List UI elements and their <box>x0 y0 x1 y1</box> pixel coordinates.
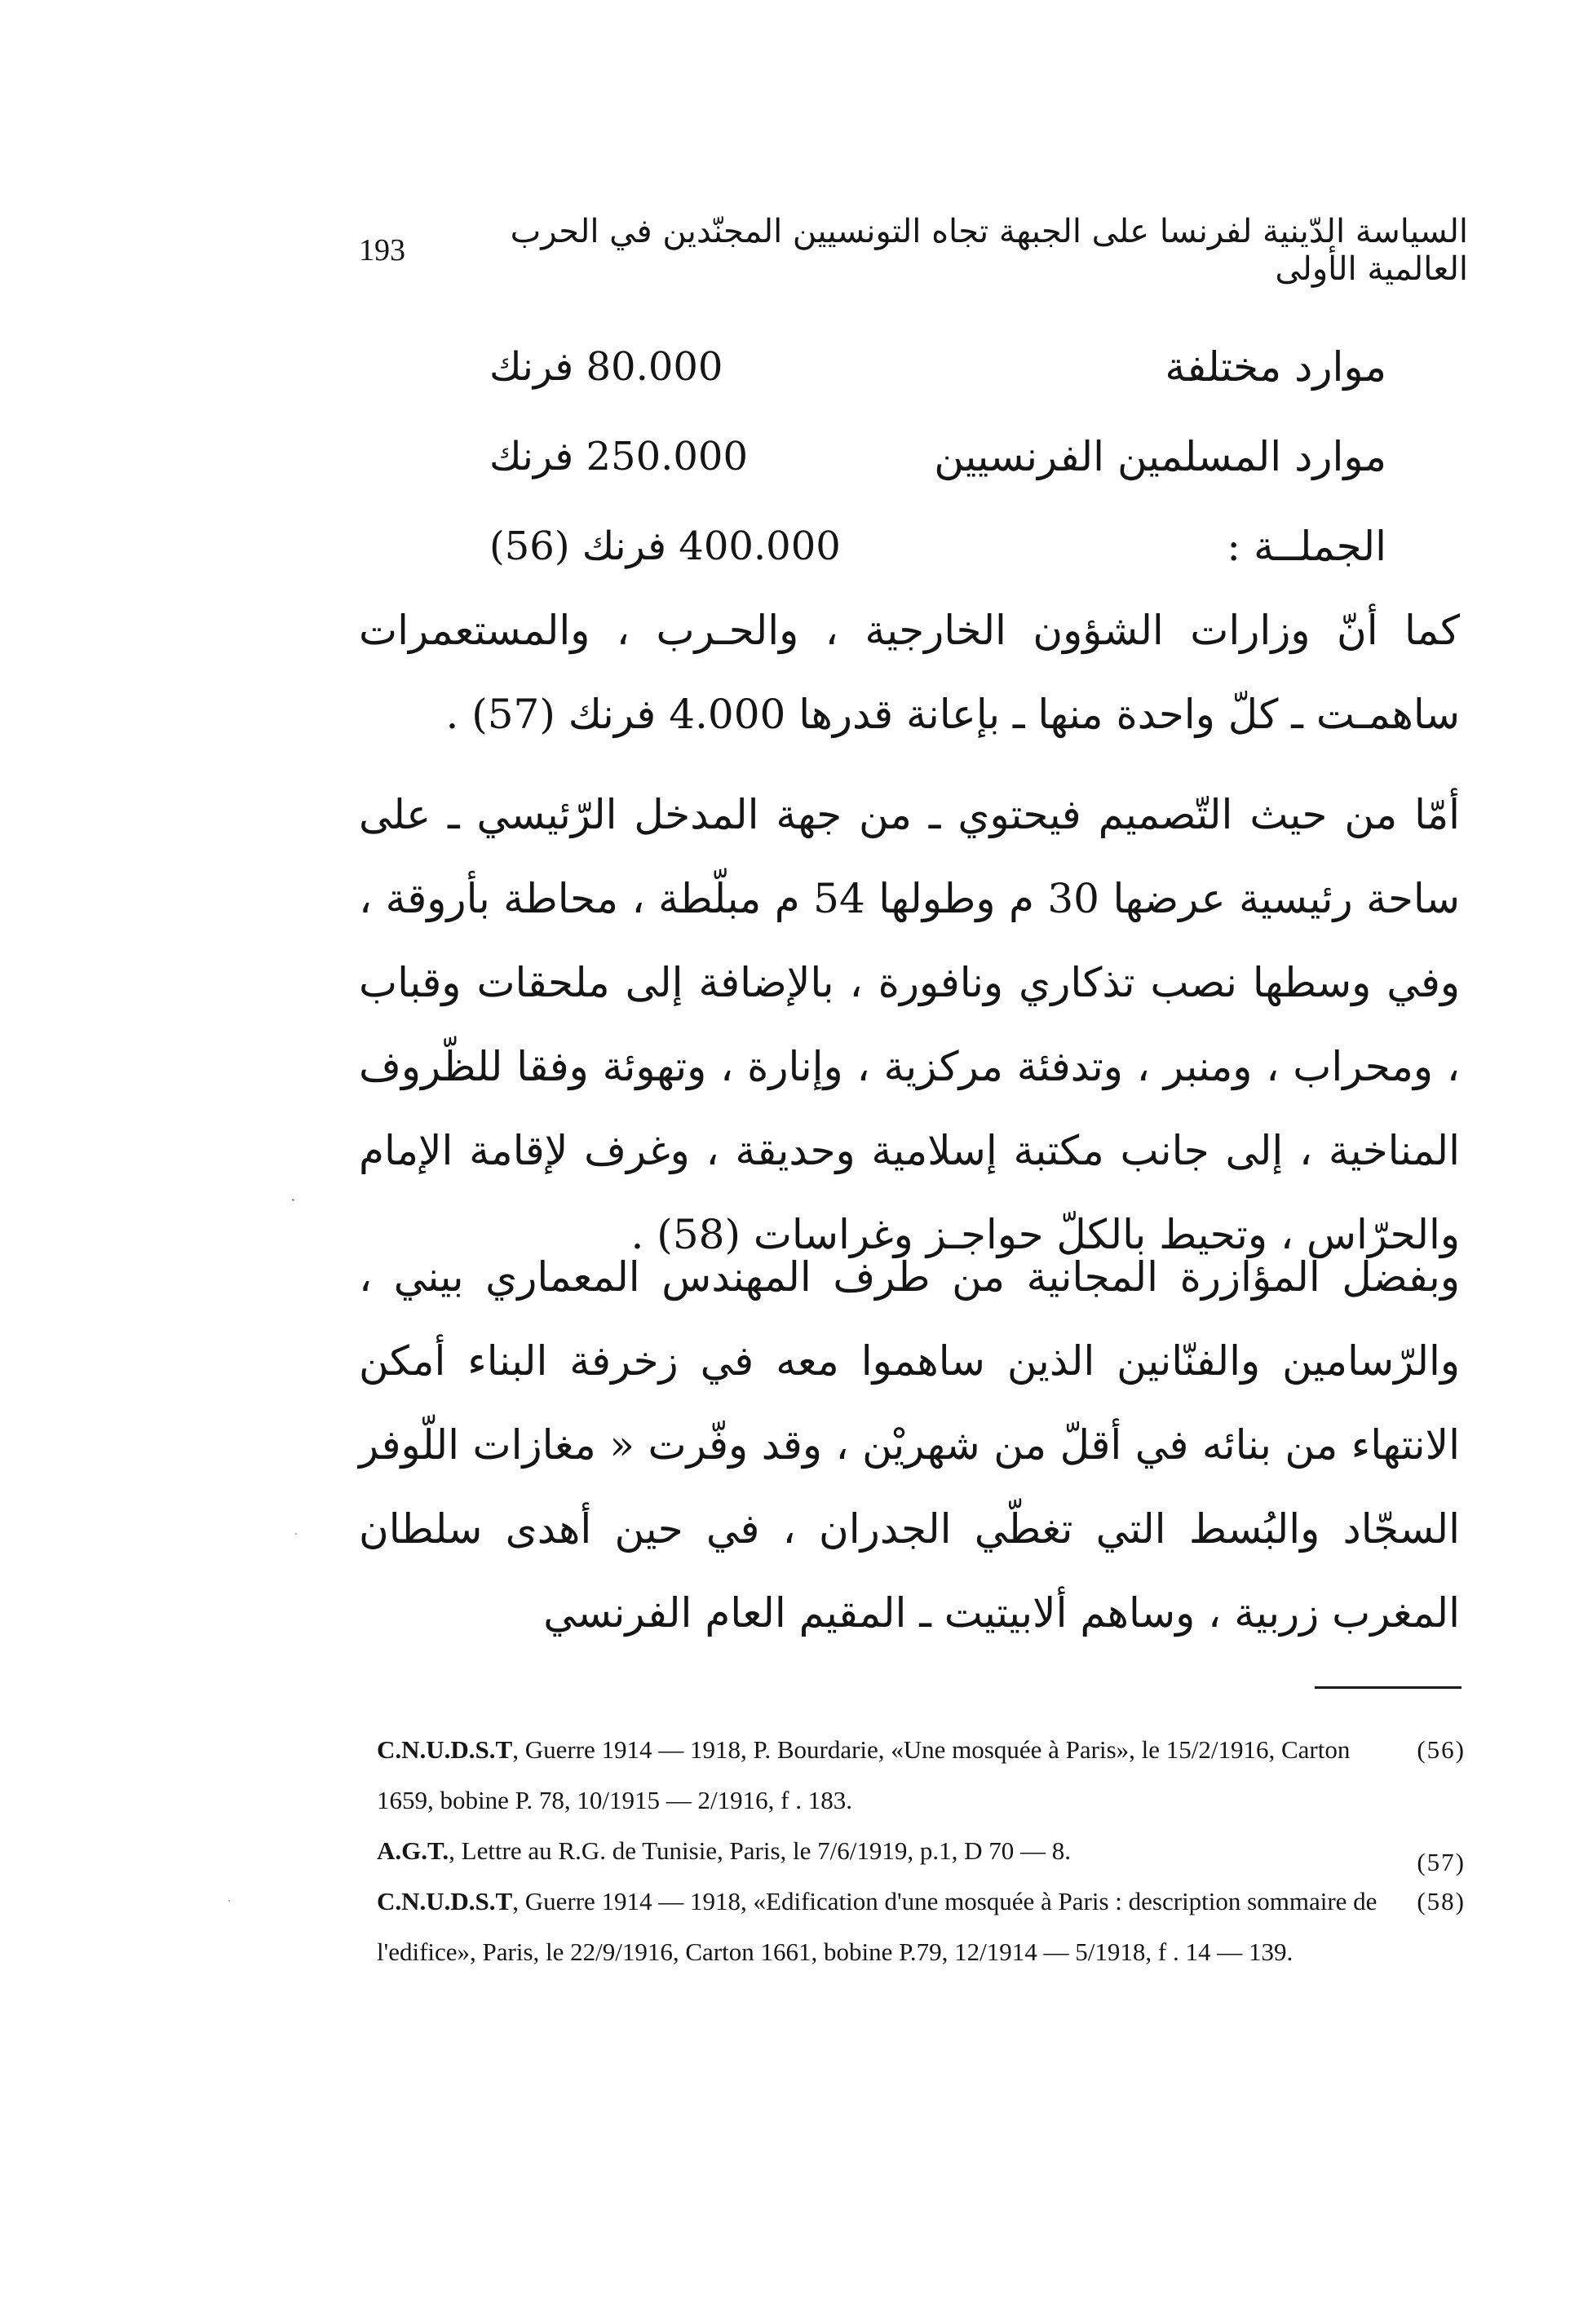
budget-row <box>489 322 1386 412</box>
scan-speck <box>292 1199 294 1201</box>
footnote-text <box>377 1725 1408 1826</box>
scan-speck <box>295 1533 297 1535</box>
footnote-text <box>377 1876 1408 1977</box>
scan-speck <box>228 1900 230 1902</box>
budget-row <box>489 412 1386 501</box>
footnote-source: C.N.U.D.S.T <box>377 1735 513 1764</box>
footnote-body: , Guerre 1914 — 1918, «Edification d'une mosquée à Paris : description sommaire de l'edifice», Paris, le 22/9/1916, Carton 1661, bobine P.79, 12/1914 — 5/1918, f . 14 — 139. <box>377 1887 1378 1966</box>
page-number: 193 <box>359 233 405 267</box>
footnote-body: , Lettre au R.G. de Tunisie, Paris, le 7/6/1919, p.1, D 70 — 8. <box>449 1836 1072 1865</box>
footnote-text <box>377 1826 1408 1876</box>
running-header <box>359 213 1468 288</box>
paragraph-text: أمّا من حيث التّصميم فيحتوي ـ من جهة المدخل الرّئيسي ـ على ساحة رئيسية عرضها 30 م وطولها 54 م مبلّطة ، محاطة بأروقة ، وفي وسطها نصب تذكاري ونافورة ، بالإضافة إلى ملحقات وقباب ، ومحراب ، ومنبر ، وتدفئة مركزية ، وإنارة ، وتهوئة وفقا للظّروف المناخية ، إلى جانب مكتبة إسلامية وحديقة ، وغرف لإقامة الإمام والحرّاس ، وتحيط بالكلّ حواجـز وغراسات (58) . <box>359 791 1460 1258</box>
footnote-source: C.N.U.D.S.T <box>377 1887 513 1915</box>
footnote-58 <box>377 1876 1466 1977</box>
footnote-number: (56) <box>1417 1735 1466 1764</box>
footnote-divider <box>1315 1686 1462 1689</box>
footnote-number: (57) <box>1417 1848 1466 1876</box>
budget-amount: 250.000 فرنك <box>489 434 748 479</box>
budget-total-label: الجملــة : <box>1227 523 1386 570</box>
budget-table <box>489 322 1386 591</box>
footnote-number: (58) <box>1417 1887 1466 1915</box>
running-title: السياسة الدّينية لفرنسا على الجبهة تجاه التونسيين المجنّدين في الحرب العالمية الأولى <box>510 213 1468 288</box>
footnote-57 <box>377 1826 1466 1876</box>
budget-total-row <box>489 501 1386 591</box>
budget-label: موارد مختلفة <box>1165 343 1386 391</box>
footnote-body: , Guerre 1914 — 1918, P. Bourdarie, «Une mosquée à Paris», le 15/2/1916, Carton 1659, bobine P. 78, 10/1915 — 2/1916, f . 183. <box>377 1735 1351 1814</box>
footnote-source: A.G.T. <box>377 1836 449 1865</box>
footnote-56 <box>377 1725 1466 1826</box>
paragraph-text: كما أنّ وزارات الشؤون الخارجية ، والحـرب ، والمستعمرات ساهمـت ـ كلّ واحدة منها ـ بإعانة قدرها 4.000 فرنك (57) . <box>359 607 1460 738</box>
budget-label: موارد المسلمين الفرنسيين <box>934 433 1386 480</box>
paragraph-construction <box>359 1235 1460 1655</box>
paragraph-text: وبفضل المؤازرة المجانية من طرف المهندس المعماري بيني ، والرّسامين والفنّانين الذين ساهموا معه في زخرفة البناء أمكن الانتهاء من بنائه في أقلّ من شهريْن ، وقد وفّرت « مغازات اللّوفر السجّاد والبُسط التي تغطّي الجدران ، في حين أهدى سلطان المغرب زربية ، وساهم ألابيتيت ـ المقيم العام الفرنسي <box>359 1253 1460 1637</box>
budget-total-amount: 400.000 فرنك (56) <box>489 524 841 569</box>
paragraph-ministries <box>359 589 1460 757</box>
footnotes <box>377 1725 1466 1977</box>
paragraph-design <box>359 773 1460 1277</box>
budget-amount: 80.000 فرنك <box>489 344 723 390</box>
